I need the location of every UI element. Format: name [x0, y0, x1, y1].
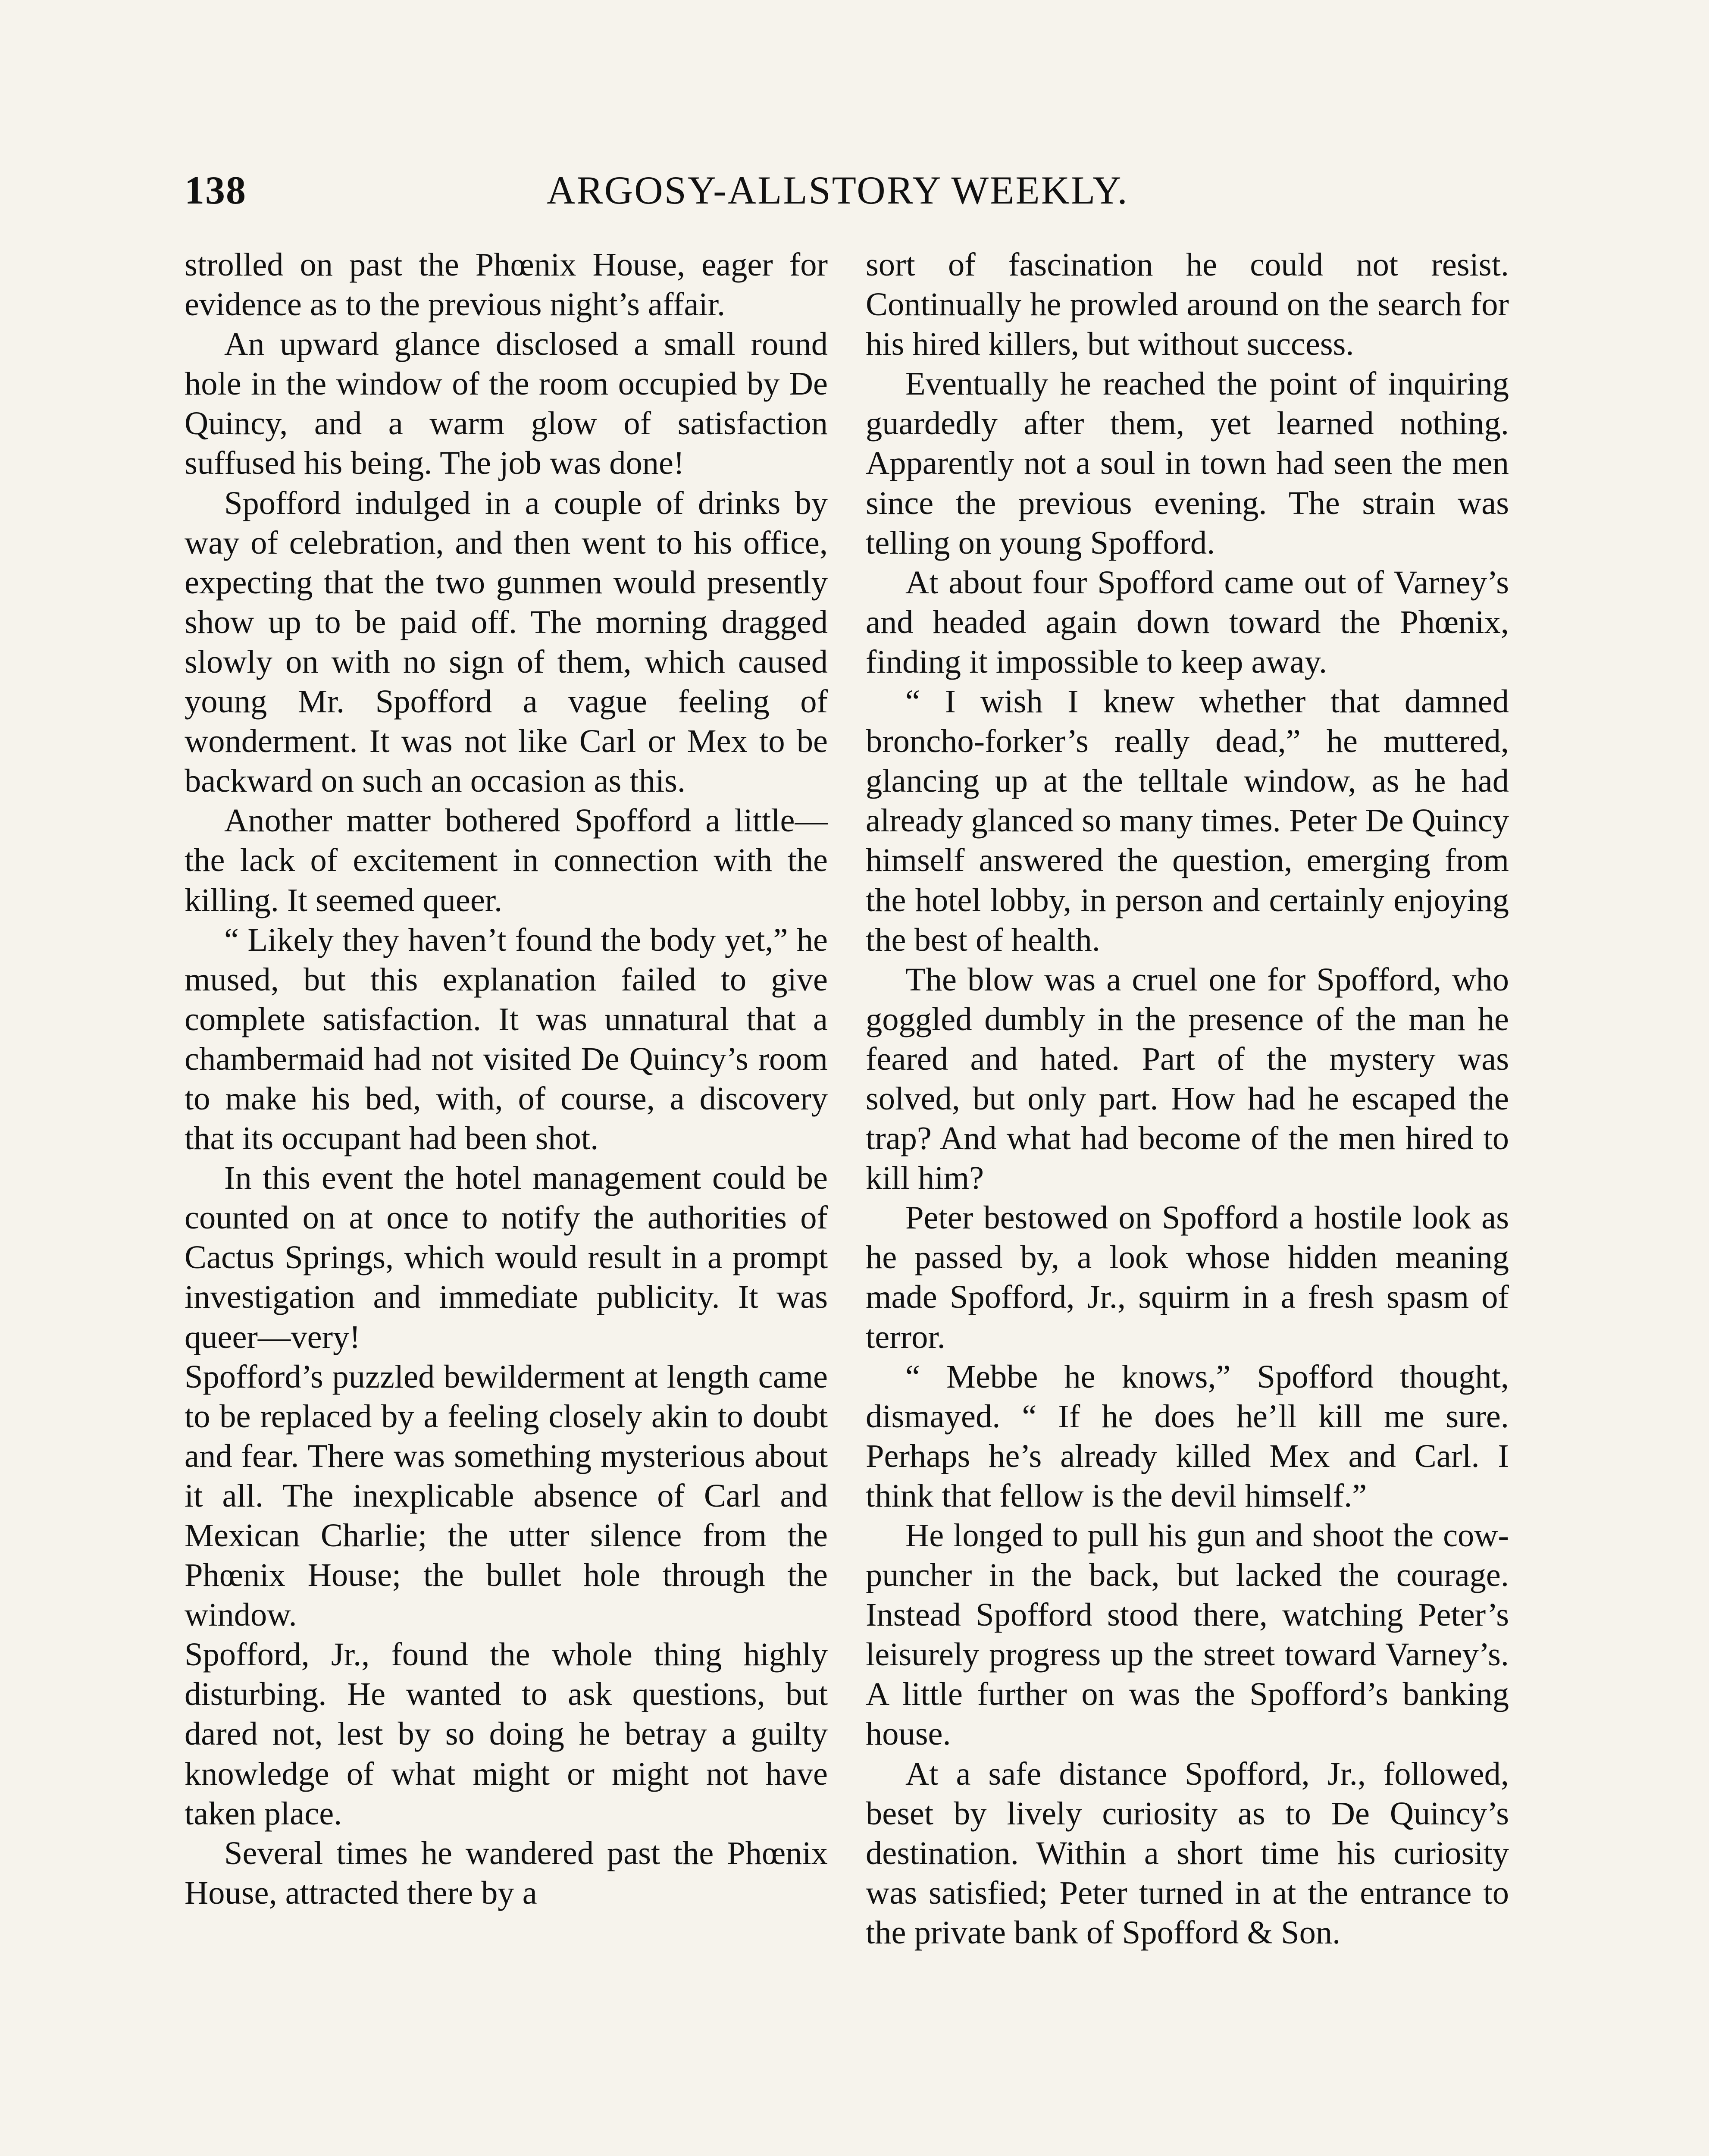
left-column: [185, 245, 828, 1913]
paragraph: At a safe distance Spofford, Jr., followed, beset by lively curiosity as to De Quincy’s destination. Within a short time his curiosity was satisfied; Peter turned in at the entrance to the private bank of Spofford & Son.: [866, 1755, 1509, 1951]
paragraph: Eventually he reached the point of inquiring guardedly after them, yet learned nothing. Apparently not a soul in town had seen the men since the previous evening. The strain was telling on young Spofford.: [866, 365, 1509, 561]
paragraph: strolled on past the Phœnix House, eager for evidence as to the previous night’s affair.: [185, 246, 828, 323]
paragraph: sort of fascination he could not resist. Continually he prowled around on the search for his hired killers, but without success.: [866, 246, 1509, 363]
running-head: ARGOSY-ALLSTORY WEEKLY.: [547, 168, 1129, 212]
paragraph: An upward glance disclosed a small round hole in the window of the room occupied by De Quincy, and a warm glow of satisfaction suffused his being. The job was done!: [185, 326, 828, 482]
paragraph: “ Likely they haven’t found the body yet,” he mused, but this explanation failed to give complete satisfaction. It was unnatural that a chambermaid had not visited De Quincy’s room to make his bed, with, of course, a discovery that its occupant had been shot.: [185, 921, 828, 1157]
paragraph: The blow was a cruel one for Spofford, who goggled dumbly in the presence of the man he feared and hated. Part of the mystery was solved, but only part. How had he escaped the trap? And what had become of the men hired to kill him?: [866, 961, 1509, 1197]
paragraph: Peter bestowed on Spofford a hostile look as he passed by, a look whose hidden meaning made Spofford, Jr., squirm in a fresh spasm of terror.: [866, 1199, 1509, 1355]
paragraph: “ I wish I knew whether that damned broncho-forker’s really dead,” he muttered, glancing up at the telltale window, as he had already glanced so many times. Peter De Quincy himself answered the question, emerging from the hotel lobby, in person and certainly enjoying the best of health.: [866, 683, 1509, 958]
paragraph: He longed to pull his gun and shoot the cow-puncher in the back, but lacked the courage. Instead Spofford stood there, watching Peter’s leisurely progress up the street toward Varney’s. A little further on was the Spofford’s banking house.: [866, 1517, 1509, 1752]
paragraph: Spofford’s puzzled bewilderment at length came to be replaced by a feeling closely akin to doubt and fear. There was something mysterious about it all. The inexplicable absence of Carl and Mexican Charlie; the utter silence from the Phœnix House; the bullet hole through the window.: [185, 1358, 828, 1633]
page-header: [185, 167, 1521, 223]
paragraph: Several times he wandered past the Phœnix House, attracted there by a: [185, 1834, 828, 1911]
paragraph: Another matter bothered Spofford a little—the lack of excitement in connection with the killing. It seemed queer.: [185, 802, 828, 918]
paragraph: “ Mebbe he knows,” Spofford thought, dismayed. “ If he does he’ll kill me sure. Perhaps he’s already killed Mex and Carl. I think that fellow is the devil himself.”: [866, 1358, 1509, 1514]
page-number: 138: [185, 168, 247, 212]
paragraph: Spofford indulged in a couple of drinks by way of celebration, and then went to his office, expecting that the two gunmen would presently show up to be paid off. The morning dragged slowly on with no sign of them, which caused young Mr. Spofford a vague feeling of wonderment. It was not like Carl or Mex to be backward on such an occasion as this.: [185, 484, 828, 799]
paragraph: In this event the hotel management could be counted on at once to notify the authorities of Cactus Springs, which would result in a prompt investigation and immediate publicity. It was queer—very!: [185, 1159, 828, 1355]
paragraph: Spofford, Jr., found the whole thing highly disturbing. He wanted to ask questions, but dared not, lest by so doing he betray a guilty knowledge of what might or might not have taken place.: [185, 1636, 828, 1832]
paragraph: At about four Spofford came out of Varney’s and headed again down toward the Phœnix, finding it impossible to keep away.: [866, 564, 1509, 680]
right-column: [866, 245, 1509, 1952]
